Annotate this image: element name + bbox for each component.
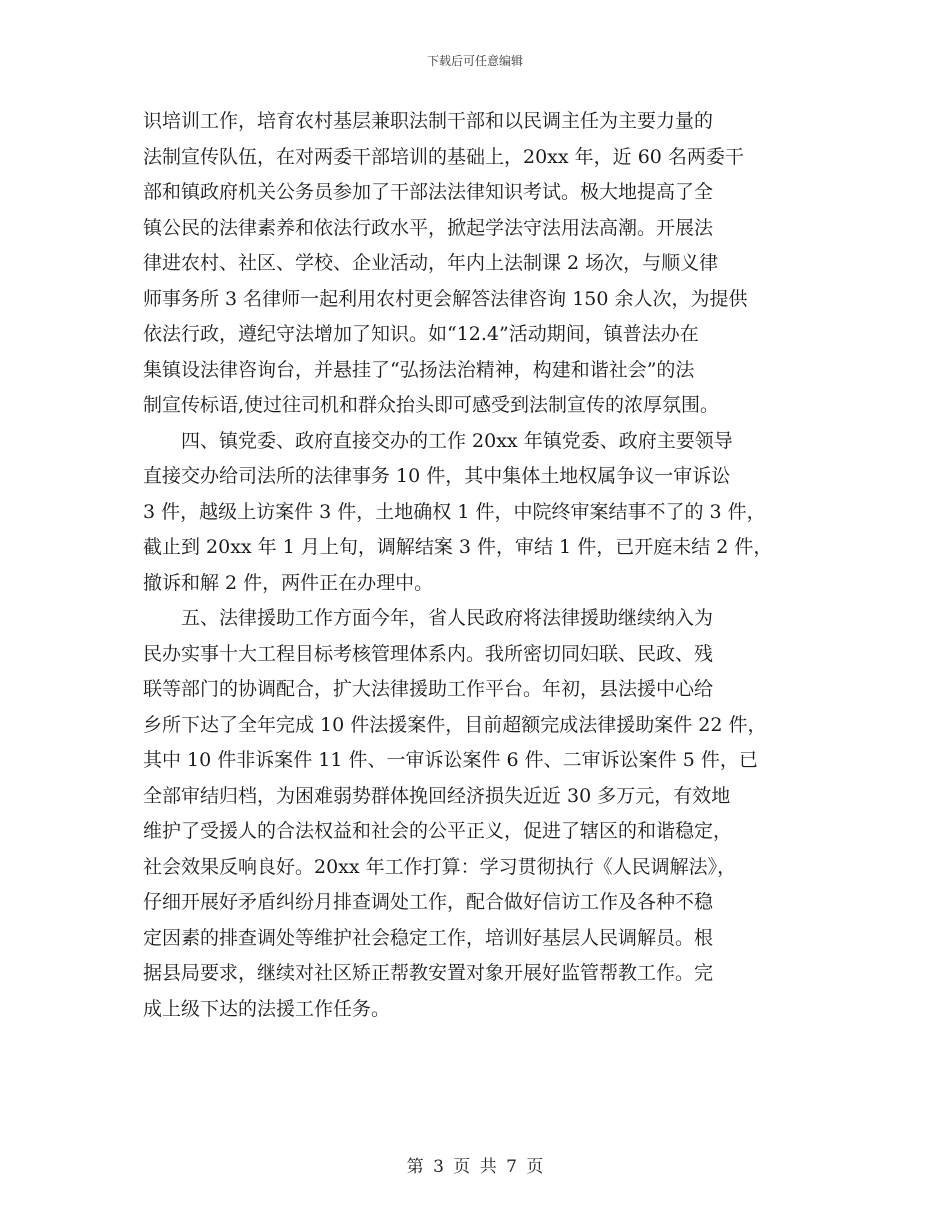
text-line: 部和镇政府机关公务员参加了干部法法律知识考试。极大地提高了全 (143, 181, 714, 203)
text-line: 其中 10 件非诉案件 11 件、一审诉讼案件 6 件、二审诉讼案件 5 件，已 (143, 749, 758, 771)
text-line: 社会效果反响良好。20xx 年工作打算：学习贯彻执行《人民调解法》， (143, 855, 737, 878)
text-line: 维护了受援人的合法权益和社会的公平正义，促进了辖区的和谐稳定， (143, 820, 733, 842)
text-line: 依法行政，遵纪守法增加了知识。如“12.4”活动期间，镇普法办在 (143, 323, 699, 345)
text-line: 镇公民的法律素养和依法行政水平，掀起学法守法用法高潮。开展法 (143, 216, 714, 239)
text-line: 律进农村、社区、学校、企业活动，年内上法制课 2 场次，与顺义律 (143, 252, 719, 274)
text-line: 法制宣传队伍，在对两委干部培训的基础上，20xx 年，近 60 名两委干 (143, 145, 744, 168)
text-line: 民办实事十大工程目标考核管理体系内。我所密切同妇联、民政、残 (143, 642, 714, 665)
text-line: 五、法律援助工作方面今年，省人民政府将法律援助继续纳入为 (143, 607, 714, 629)
text-line: 师事务所 3 名律师一起利用农村更会解答法律咨询 150 余人次，为提供 (143, 287, 748, 310)
text-line: 制宣传标语,使过往司机和群众抬头即可感受到法制宣传的浓厚氛围。 (143, 394, 720, 416)
text-line: 据县局要求，继续对社区矫正帮教安置对象开展好监管帮教工作。完 (143, 962, 714, 984)
text-line: 撤诉和解 2 件，两件正在办理中。 (143, 571, 434, 594)
text-line: 截止到 20xx 年 1 月上旬，调解结案 3 件，审结 1 件，已开庭未结 2 件， (143, 536, 773, 558)
text-line: 仔细开展好矛盾纠纷月排查调处工作，配合做好信访工作及各种不稳 (143, 891, 714, 913)
text-line: 直接交办给司法所的法律事务 10 件，其中集体土地权属争议一审诉讼 (143, 465, 731, 487)
text-line: 乡所下达了全年完成 10 件法援案件，目前超额完成法律援助案件 22 件， (143, 713, 767, 736)
text-line: 识培训工作，培育农村基层兼职法制干部和以民调主任为主要力量的 (143, 110, 714, 132)
text-line: 集镇设法律咨询台，并悬挂了“弘扬法治精神，构建和谐社会”的法 (143, 358, 695, 381)
document-body (143, 104, 823, 1027)
text-line: 3 件，越级上访案件 3 件，土地确权 1 件，中院终审案结事不了的 3 件， (143, 500, 766, 523)
text-line: 定因素的排查调处等维护社会稳定工作，培训好基层人民调解员。根 (143, 926, 714, 949)
text-line: 成上级下达的法援工作任务。 (143, 997, 391, 1020)
text-line: 全部审结归档，为困难弱势群体挽回经济损失近近 30 多万元，有效地 (143, 784, 731, 807)
text-line: 联等部门的协调配合，扩大法律援助工作平台。年初，县法援中心给 (143, 678, 714, 700)
page-header: 下载后可任意编辑 (426, 54, 523, 68)
page-number-footer: 第 3 页 共 7 页 (406, 1157, 544, 1177)
text-line: 四、镇党委、政府直接交办的工作 20xx 年镇党委、政府主要领导 (143, 429, 733, 452)
